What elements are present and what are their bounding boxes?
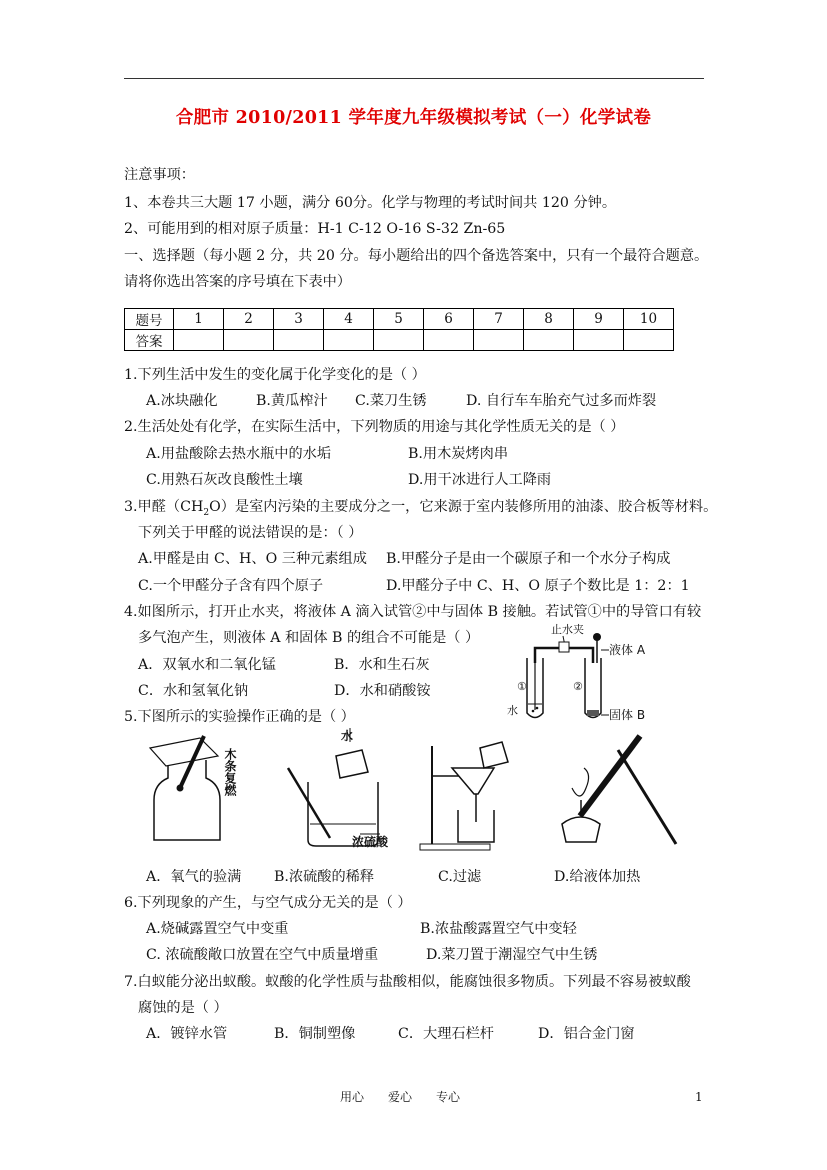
test-tube-2	[585, 658, 601, 718]
q1-option-a: A.冰块融化	[146, 393, 218, 409]
q3-stem-part1: 3.甲醛（CH	[124, 499, 204, 515]
bubble-icon	[532, 710, 535, 713]
answer-cell	[324, 330, 374, 351]
water-label: 水	[341, 729, 354, 743]
section-1-intro: 一、选择题（每小题 2 分，共 20 分。每小题给出的四个备选答案中，只有一个最符合题意。	[124, 248, 709, 264]
q1-option-c: C.菜刀生锈	[355, 393, 427, 409]
q1-option-d: D. 自行车车胎充气过多而炸裂	[466, 393, 657, 409]
figure-c-filtration	[420, 742, 508, 850]
q5-option-d: D.给液体加热	[554, 869, 641, 885]
dropper-bulb-icon	[593, 633, 601, 641]
q7-option-b: B．铜制塑像	[274, 1026, 356, 1042]
test-tube-holder	[618, 750, 676, 844]
iron-stand-base	[420, 844, 490, 850]
q4-stem-line1: 4.如图所示，打开止水夹，将液体 A 滴入试管②中与固体 B 接触。若试管①中的导管口有较	[124, 604, 702, 620]
answer-cell	[274, 330, 324, 351]
q5-option-b: B.浓硫酸的稀释	[274, 869, 375, 885]
q4-option-b: B．水和生石灰	[334, 657, 430, 673]
clamp-icon	[559, 642, 569, 652]
answer-cell	[224, 330, 274, 351]
q5-operations-figure	[140, 728, 680, 860]
q7-stem-line2: 腐蚀的是（ ）	[138, 1000, 228, 1016]
funnel	[452, 768, 494, 794]
q6-option-c: C. 浓硫酸敞口放置在空气中质量增重	[146, 947, 379, 963]
answer-cell	[174, 330, 224, 351]
answer-table-number-cell: 7	[474, 309, 524, 330]
notes-heading: 注意事项：	[124, 167, 195, 183]
q5-option-c: C.过滤	[438, 869, 482, 885]
q3-option-b: B.甲醛分子是由一个碳原子和一个水分子构成	[386, 551, 671, 567]
flame-icon	[177, 785, 184, 792]
q4-stem-line2: 多气泡产生，则液体 A 和固体 B 的组合不可能是（ ）	[138, 630, 480, 646]
glass-rod	[288, 768, 330, 838]
q4-option-c: C．水和氢氧化钠	[138, 683, 249, 699]
q2-option-c: C.用熟石灰改良酸性土壤	[146, 472, 303, 488]
flame-icon	[572, 768, 589, 796]
answer-table-number-cell: 5	[374, 309, 424, 330]
q3-stem-part2: O）是室内污染的主要成分之一，它来源于室内装修所用的油漆、胶合板等材料。	[209, 499, 718, 515]
answer-cell	[474, 330, 524, 351]
q2-stem: 2.生活处处有化学，在实际生活中，下列物质的用途与其化学性质无关的是（ ）	[124, 419, 625, 435]
q6-option-d: D.菜刀置于潮湿空气中生锈	[426, 947, 598, 963]
tube-1-label: ①	[517, 680, 527, 693]
bubble-icon	[536, 707, 539, 710]
footer-motto-3: 专心	[436, 1090, 461, 1104]
q7-option-a: A．镀锌水管	[146, 1026, 228, 1042]
alcohol-lamp	[562, 817, 600, 842]
water-label: 水	[507, 704, 518, 717]
answer-table-row-numbers	[125, 309, 674, 330]
clamp-label: 止水夹	[551, 623, 584, 636]
figure-a-oxygen-test	[150, 736, 237, 840]
answer-cell	[374, 330, 424, 351]
answer-table-number-cell: 3	[274, 309, 324, 330]
footer-motto-2: 爱心	[388, 1090, 413, 1104]
pouring-beaker	[336, 750, 368, 778]
q2-option-a: A.用盐酸除去热水瓶中的水垢	[146, 446, 332, 462]
liquid-a-label: 液体 A	[609, 643, 646, 657]
answer-table-number-cell: 6	[424, 309, 474, 330]
answer-table-label-answer: 答案	[125, 330, 174, 351]
q7-option-d: D．铝合金门窗	[538, 1026, 635, 1042]
q2-option-b: B.用木炭烤肉串	[408, 446, 509, 462]
note-1: 1、本卷共三大题 17 小题，满分 60分。化学与物理的考试时间共 120 分钟。	[124, 195, 617, 211]
q5-option-a: A．氧气的验满	[146, 869, 242, 885]
q4-option-d: D．水和硝酸铵	[334, 683, 431, 699]
q3-stem-line2: 下列关于甲醛的说法错误的是：（ ）	[138, 525, 363, 541]
q3-stem-line1	[124, 498, 717, 522]
solid-b	[587, 710, 599, 716]
answer-cell	[424, 330, 474, 351]
answer-table-number-cell: 4	[324, 309, 374, 330]
q3-option-c: C.一个甲醛分子含有四个原子	[138, 578, 324, 594]
tube-2-label: ②	[573, 680, 583, 693]
pouring-beaker	[480, 742, 508, 768]
q1-stem: 1.下列生活中发生的变化属于化学变化的是（ ）	[124, 367, 426, 383]
q6-stem: 6.下列现象的产生，与空气成分无关的是（ ）	[124, 895, 412, 911]
header-rule	[124, 78, 704, 79]
section-1-instruction: 请将你选出答案的序号填在下表中）	[124, 274, 352, 290]
q4-apparatus-figure	[505, 618, 670, 728]
glass-plate	[150, 738, 218, 766]
stick-relit-label: 木条复燃	[223, 748, 237, 796]
q2-option-d: D.用干冰进行人工降雨	[408, 472, 552, 488]
answer-cell	[574, 330, 624, 351]
q1-option-b: B.黄瓜榨汁	[256, 393, 328, 409]
answer-table-number-cell: 1	[174, 309, 224, 330]
answer-table-number-cell: 9	[574, 309, 624, 330]
page-number: 1	[695, 1090, 703, 1104]
figure-d-heating	[562, 736, 676, 844]
solid-b-label: 固体 B	[609, 708, 646, 722]
figure-b-dilution	[288, 728, 389, 849]
q3-option-a: A.甲醛是由 C、H、O 三种元素组成	[138, 551, 367, 567]
q4-option-a: A．双氧水和二氧化锰	[138, 657, 276, 673]
answer-cell	[524, 330, 574, 351]
answer-table-number-cell: 2	[224, 309, 274, 330]
q7-stem-line1: 7.白蚁能分泌出蚁酸。蚁酸的化学性质与盐酸相似，能腐蚀很多物质。下列最不容易被蚁酸	[124, 974, 691, 990]
q7-option-c: C．大理石栏杆	[398, 1026, 494, 1042]
q6-option-b: B.浓盐酸露置空气中变轻	[420, 921, 577, 937]
footer-motto-1: 用心	[340, 1090, 365, 1104]
q5-stem: 5.下图所示的实验操作正确的是（ ）	[124, 709, 355, 725]
answer-table-number-cell: 10	[624, 309, 674, 330]
answer-cell	[624, 330, 674, 351]
page-title: 合肥市 2010/2011 学年度九年级模拟考试（一）化学试卷	[175, 108, 652, 128]
answer-table-label-number: 题号	[125, 309, 174, 330]
answer-table-row-answers	[125, 330, 674, 351]
acid-label: 浓硫酸	[352, 835, 389, 849]
answer-table-number-cell: 8	[524, 309, 574, 330]
answer-table	[124, 308, 674, 351]
q3-subscript: 2	[203, 507, 210, 518]
note-2: 2、可能用到的相对原子质量：H-1 C-12 O-16 S-32 Zn-65	[124, 221, 506, 237]
q3-option-d: D.甲醛分子中 C、H、O 原子个数比是 1：2：1	[386, 578, 690, 594]
q6-option-a: A.烧碱露置空气中变重	[146, 921, 289, 937]
